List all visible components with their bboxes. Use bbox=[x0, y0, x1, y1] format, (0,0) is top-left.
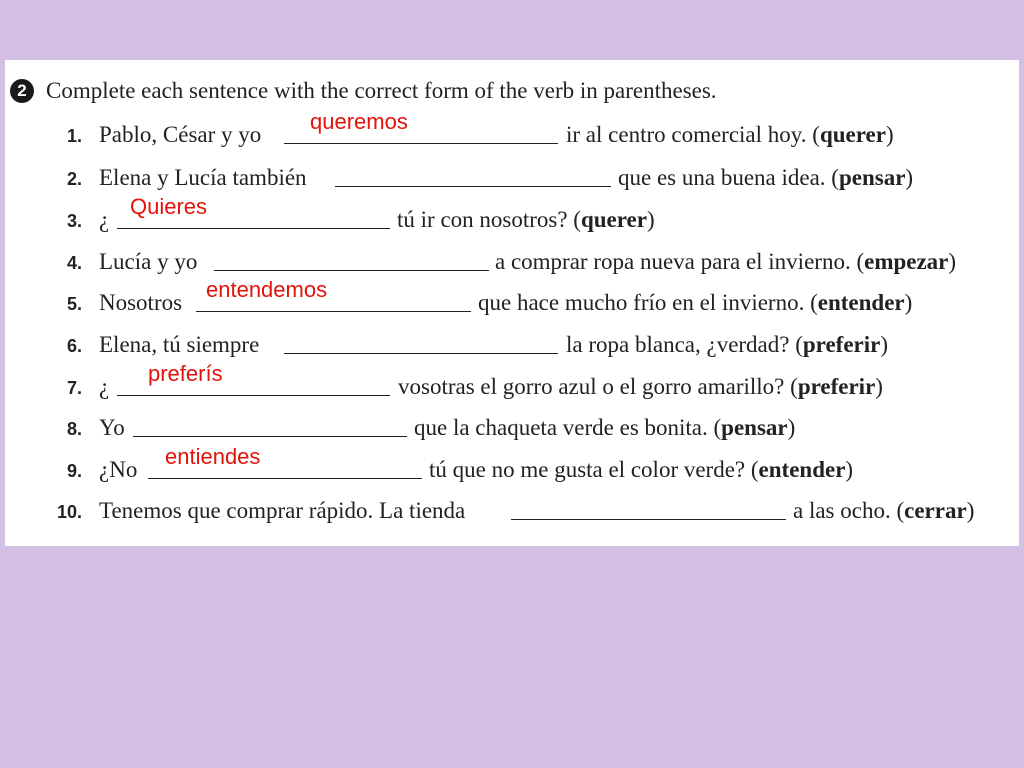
sentence-end: que hace mucho frío en el invierno. (entender) bbox=[478, 290, 913, 315]
answer-blank[interactable] bbox=[284, 143, 558, 144]
answer-blank[interactable] bbox=[284, 353, 558, 354]
handwritten-answer: queremos bbox=[310, 109, 408, 134]
exercise-item bbox=[0, 194, 1024, 235]
handwritten-answer: entendemos bbox=[206, 277, 328, 302]
sentence-start: ¿No bbox=[99, 457, 138, 482]
verb-hint: querer bbox=[580, 207, 647, 232]
exercise-item bbox=[0, 496, 1024, 526]
sentence-end: a comprar ropa nueva para el invierno. (empezar) bbox=[495, 249, 957, 274]
verb-hint: querer bbox=[819, 122, 886, 147]
verb-hint: entender bbox=[758, 457, 846, 482]
item-number: 8. bbox=[66, 419, 82, 439]
exercise-item bbox=[0, 330, 1024, 360]
answer-blank[interactable] bbox=[511, 519, 786, 520]
answer-blank[interactable] bbox=[117, 395, 390, 396]
verb-hint: preferir bbox=[802, 332, 881, 357]
exercise-item bbox=[0, 163, 1024, 193]
exercise-item bbox=[0, 413, 1024, 443]
exercise-instruction: Complete each sentence with the correct form of the verb in parentheses. bbox=[46, 78, 717, 103]
exercise-item bbox=[0, 361, 1024, 402]
sentence-end: tú que no me gusta el color verde? (entender) bbox=[429, 457, 854, 482]
exercise-header bbox=[10, 76, 717, 106]
exercise-item bbox=[0, 277, 1024, 318]
sentence-end: que es una buena idea. (pensar) bbox=[618, 165, 914, 190]
item-number: 7. bbox=[66, 378, 82, 398]
item-number: 6. bbox=[66, 336, 82, 356]
exercise-item bbox=[0, 109, 1024, 150]
sentence-start: Pablo, César y yo bbox=[99, 122, 262, 147]
item-number: 5. bbox=[66, 294, 82, 314]
answer-blank[interactable] bbox=[117, 228, 390, 229]
sentence-end: tú ir con nosotros? (querer) bbox=[397, 207, 655, 232]
verb-hint: entender bbox=[817, 290, 905, 315]
sentence-end: la ropa blanca, ¿verdad? (preferir) bbox=[566, 332, 889, 357]
sentence-end: ir al centro comercial hoy. (querer) bbox=[566, 122, 894, 147]
item-number: 1. bbox=[66, 126, 82, 146]
exercise-item bbox=[0, 444, 1024, 485]
verb-hint: empezar bbox=[864, 249, 949, 274]
answer-blank[interactable] bbox=[196, 311, 471, 312]
sentence-start: Elena, tú siempre bbox=[99, 332, 260, 357]
verb-hint: preferir bbox=[797, 374, 876, 399]
sentence-end: vosotras el gorro azul o el gorro amarillo? (preferir) bbox=[398, 374, 883, 399]
item-number: 9. bbox=[66, 461, 82, 481]
verb-hint: pensar bbox=[721, 415, 788, 440]
exercise-number-badge: 2 bbox=[10, 79, 34, 103]
answer-blank[interactable] bbox=[335, 186, 611, 187]
handwritten-answer: Quieres bbox=[130, 194, 208, 219]
sentence-end: que la chaqueta verde es bonita. (pensar) bbox=[414, 415, 796, 440]
sentence-start: ¿ bbox=[99, 207, 110, 232]
sentence-start: Lucía y yo bbox=[99, 249, 198, 274]
sentence-start: Yo bbox=[99, 415, 125, 440]
sentence-start: Elena y Lucía también bbox=[99, 165, 307, 190]
item-number: 10. bbox=[56, 502, 82, 522]
sentence-start: Tenemos que comprar rápido. La tienda bbox=[99, 498, 466, 523]
item-number: 4. bbox=[66, 253, 82, 273]
answer-blank[interactable] bbox=[214, 270, 489, 271]
item-number: 3. bbox=[66, 211, 82, 231]
verb-hint: pensar bbox=[838, 165, 906, 190]
exercise-item bbox=[0, 247, 1024, 277]
answer-blank[interactable] bbox=[148, 478, 422, 479]
sentence-start: ¿ bbox=[99, 374, 110, 399]
item-number: 2. bbox=[66, 169, 82, 189]
verb-hint: cerrar bbox=[904, 498, 967, 523]
handwritten-answer: preferís bbox=[148, 361, 223, 386]
sentence-end: a las ocho. (cerrar) bbox=[793, 498, 975, 523]
answer-blank[interactable] bbox=[133, 436, 407, 437]
sentence-start: Nosotros bbox=[99, 290, 183, 315]
handwritten-answer: entiendes bbox=[165, 444, 261, 469]
